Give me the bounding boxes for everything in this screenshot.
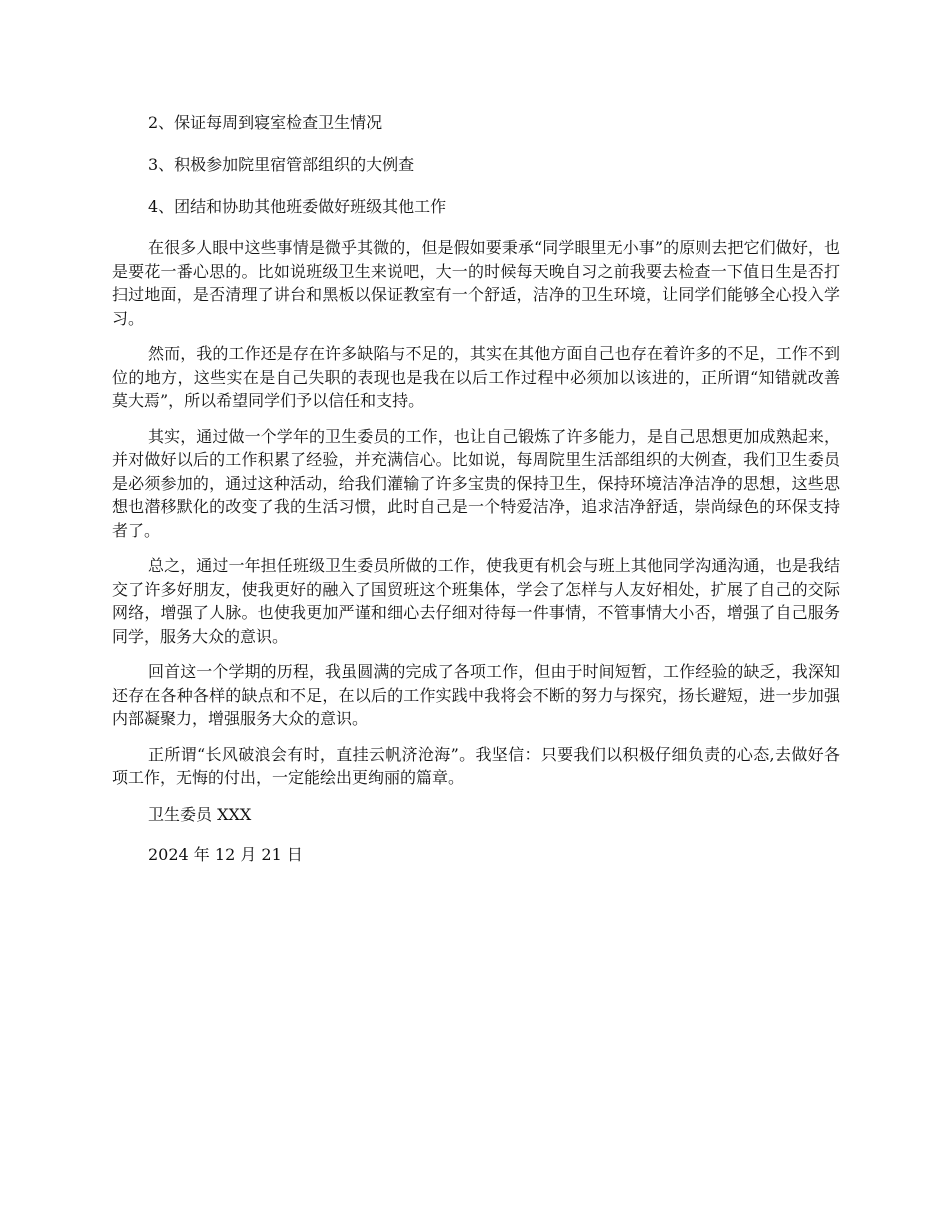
duty-item-2: 2、保证每周到寝室检查卫生情况 [148,113,383,132]
paragraph-reflection: 回首这一个学期的历程，我虽圆满的完成了各项工作，但由于时间短暂，工作经验的缺乏，我深知还存在各种各样的缺点和不足，在以后的工作实践中我将会不断的努力与探究，扬长避短，进一步加强内部凝聚力，增强服务大众的意识。 [112,662,840,728]
paragraph-summary: 总之，通过一年担任班级卫生委员所做的工作，使我更有机会与班上其他同学沟通沟通，也是我结交了许多好朋友，使我更好的融入了国贸班这个班集体，学会了怎样与人友好相处，扩展了自己的交际网络，增强了人脉。也使我更加严谨和细心去仔细对待每一件事情，不管事情大小否，增强了自己服务同学，服务大众的意识。 [112,556,840,646]
paragraph-details: 在很多人眼中这些事情是微乎其微的，但是假如要秉承“同学眼里无小事”的原则去把它们做好，也是要花一番心思的。比如说班级卫生来说吧，大一的时候每天晚自习之前我要去检查一下值日生是否打扫过地面，是否清理了讲台和黑板以保证教室有一个舒适，洁净的卫生环境，让同学们能够全心投入学习。 [112,238,840,328]
paragraph-shortcomings: 然而，我的工作还是存在许多缺陷与不足的，其实在其他方面自己也存在着许多的不足，工作不到位的地方，这些实在是自己失职的表现也是我在以后工作过程中必须加以该进的，正所谓“知错就改善莫大焉”，所以希望同学们予以信任和支持。 [112,344,840,410]
duty-item-4: 4、团结和协助其他班委做好班级其他工作 [148,197,447,216]
document-page [112,110,840,882]
paragraph-conclusion: 正所谓“长风破浪会有时，直挂云帆济沧海”。我坚信：只要我们以积极仔细负责的心态,去做好各项工作，无悔的付出，一定能绘出更绚丽的篇章。 [112,744,840,787]
date: 2024 年 12 月 21 日 [148,844,303,864]
duty-item-3: 3、积极参加院里宿管部组织的大例查 [148,155,415,174]
paragraph-growth: 其实，通过做一个学年的卫生委员的工作，也让自己锻炼了许多能力，是自己思想更加成熟起来，并对做好以后的工作积累了经验，并充满信心。比如说，每周院里生活部组织的大例查，我们卫生委员是必须参加的，通过这种活动，给我们灌输了许多宝贵的保持卫生，保持环境洁净洁净的思想，这些思想也潜移默化的改变了我的生活习惯，此时自己是一个特爱洁净，追求洁净舒适，崇尚绿色的环保支持者了。 [112,426,840,540]
signature: 卫生委员 XXX [148,804,252,824]
